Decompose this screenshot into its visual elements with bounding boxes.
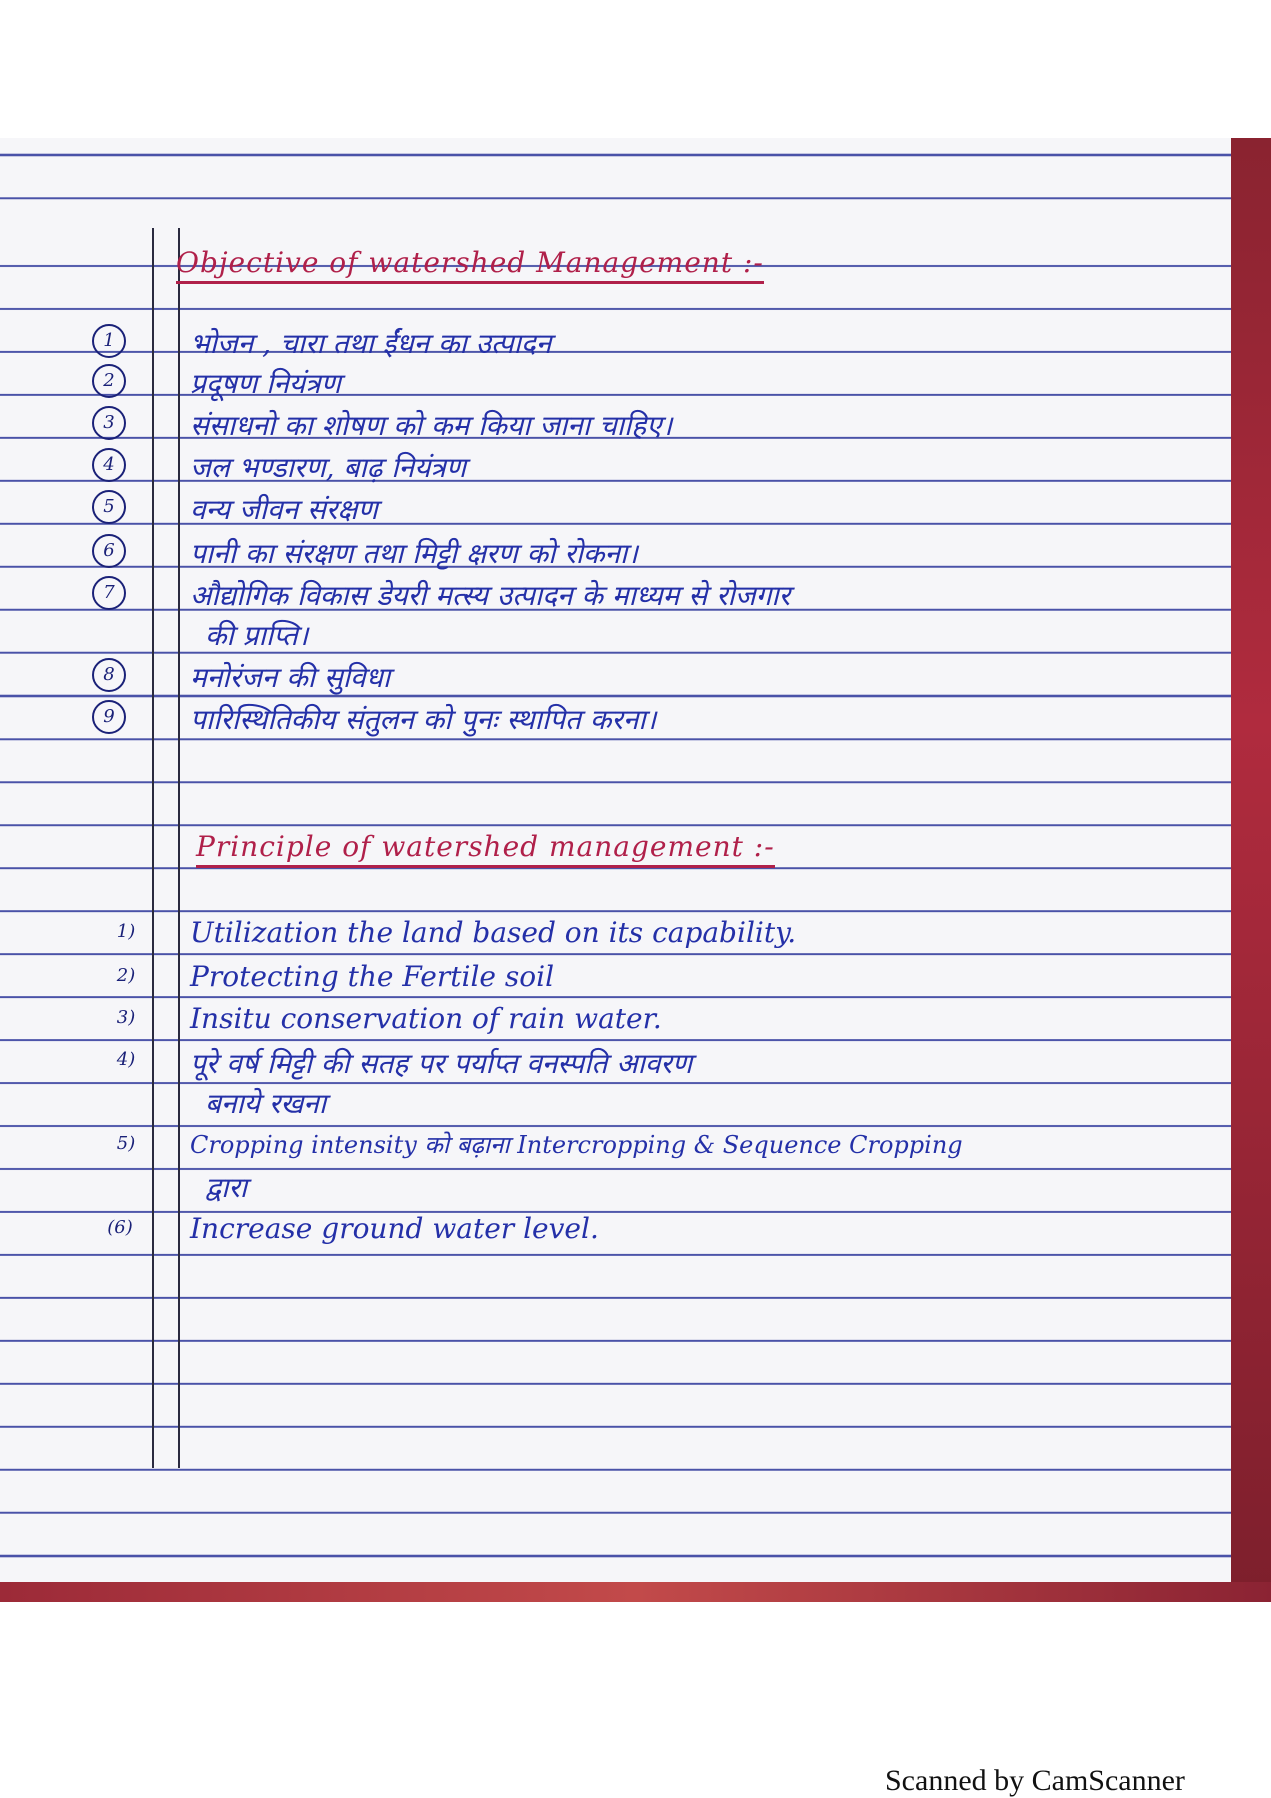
principle-item	[0, 1128, 1230, 1168]
principles-heading	[196, 830, 775, 868]
item-text: पूरे वर्ष मिट्टी की सतह पर पर्याप्त वनस्पति आवरण	[190, 1047, 693, 1080]
objective-item	[0, 364, 1230, 404]
item-number: 6	[92, 534, 126, 568]
item-text: पारिस्थितिकीय संतुलन को पुनः स्थापित करना।	[190, 703, 657, 736]
item-text: Protecting the Fertile soil	[190, 960, 555, 993]
item-text: पानी का संरक्षण तथा मिट्टी क्षरण को रोकना।	[190, 537, 638, 570]
scanner-watermark: Scanned by CamScanner	[885, 1764, 1185, 1797]
item-text: Increase ground water level.	[190, 1212, 599, 1245]
item-number: 2)	[116, 965, 136, 986]
item-number: 2	[92, 364, 126, 398]
item-text: औद्योगिक विकास डेयरी मत्स्य उत्पादन के माध्यम से रोजगार	[190, 579, 791, 612]
objective-item	[0, 448, 1230, 488]
item-number: 3)	[116, 1007, 136, 1028]
item-number: 5	[92, 490, 126, 524]
scanned-notebook-page	[0, 138, 1271, 1602]
objective-item-continued	[0, 616, 1230, 656]
principle-item	[0, 1002, 1230, 1042]
principle-item	[0, 1212, 1230, 1252]
item-text: भोजन , चारा तथा ईंधन का उत्पादन	[190, 327, 552, 360]
item-number: (6)	[107, 1217, 133, 1238]
item-text: जल भण्डारण, बाढ़ नियंत्रण	[190, 451, 467, 484]
objective-item	[0, 658, 1230, 698]
objective-item	[0, 534, 1230, 574]
item-number: 1	[92, 324, 126, 358]
item-text: वन्य जीवन संरक्षण	[190, 493, 378, 526]
item-text: मनोरंजन की सुविधा	[190, 661, 391, 694]
item-number: 5)	[116, 1133, 136, 1154]
item-text: Cropping intensity को बढ़ाना Intercropping & Sequence Cropping	[190, 1131, 963, 1159]
heading-underline	[196, 865, 775, 868]
item-number: 9	[92, 700, 126, 734]
item-text: संसाधनो का शोषण को कम किया जाना चाहिए।	[190, 409, 673, 442]
item-text-continued: बनाये रखना	[205, 1087, 327, 1120]
item-text: प्रदूषण नियंत्रण	[190, 367, 341, 400]
item-text-continued: की प्राप्ति।	[205, 619, 309, 652]
principle-item-continued	[0, 1084, 1230, 1124]
objective-item	[0, 324, 1230, 364]
item-text: Utilization the land based on its capability.	[190, 916, 797, 949]
ruled-paper	[0, 138, 1232, 1582]
objective-item	[0, 490, 1230, 530]
background-cloth-bottom	[0, 1582, 1271, 1602]
item-number: 1)	[116, 921, 136, 942]
item-number: 3	[92, 406, 126, 440]
background-cloth	[1231, 138, 1271, 1602]
objectives-heading-text: Objective of watershed Management :-	[176, 246, 764, 279]
principle-item	[0, 1044, 1230, 1084]
principles-heading-text: Principle of watershed management :-	[196, 830, 775, 863]
item-number: 7	[92, 576, 126, 610]
heading-underline	[176, 281, 764, 284]
item-text: Insitu conservation of rain water.	[190, 1002, 662, 1035]
item-number: 4)	[116, 1049, 136, 1070]
item-text-continued: द्वारा	[205, 1171, 248, 1204]
principle-item	[0, 916, 1230, 956]
objectives-heading	[176, 246, 764, 284]
item-number: 8	[92, 658, 126, 692]
objective-item	[0, 406, 1230, 446]
item-number: 4	[92, 448, 126, 482]
principle-item-continued	[0, 1168, 1230, 1208]
objective-item	[0, 576, 1230, 616]
objective-item	[0, 700, 1230, 740]
principle-item	[0, 960, 1230, 1000]
